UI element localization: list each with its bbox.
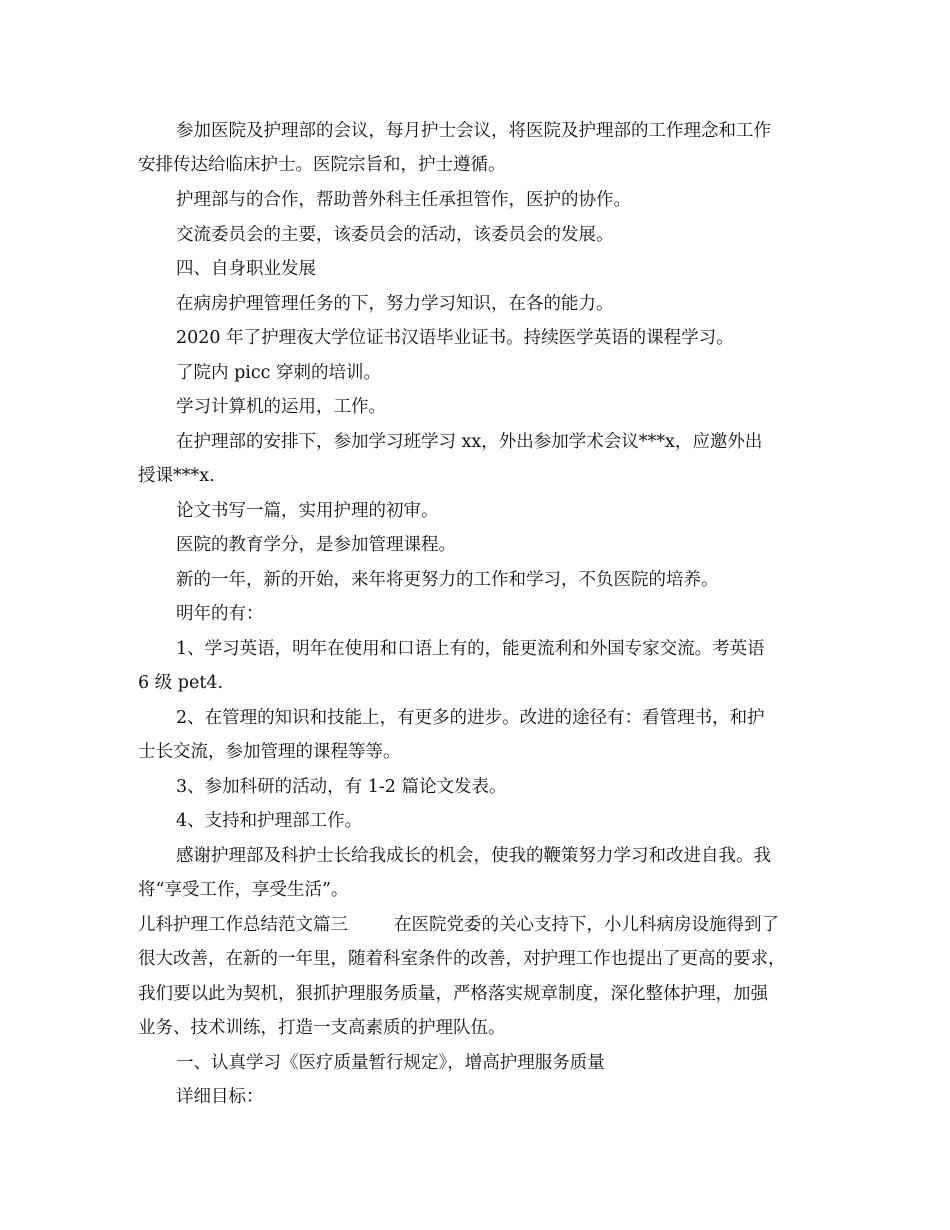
paragraph-line: 安排传达给临床护士。医院宗旨和，护士遵循。 [138, 155, 506, 175]
paragraph-line: 在病房护理管理任务的下，努力学习知识，在各的能力。 [176, 294, 614, 314]
section-title-line [138, 914, 828, 936]
paragraph-line: 学习计算机的运用，工作。 [176, 397, 386, 417]
paragraph-line: 新的一年，新的开始，来年将更努力的工作和学习，不负医院的培养。 [176, 570, 719, 590]
paragraph-line: 参加医院及护理部的会议，每月护士会议，将医院及护理部的工作理念和工作 [176, 121, 771, 141]
paragraph-line: 交流委员会的主要，该委员会的活动，该委员会的发展。 [176, 225, 614, 245]
section-title: 儿科护理工作总结范文篇三 [138, 915, 348, 935]
paragraph-line: 护理部与的合作，帮助普外科主任承担管作，医护的协作。 [176, 190, 631, 210]
list-item: 1、学习英语，明年在使用和口语上有的，能更流利和外国专家交流。考英语 [176, 639, 765, 659]
list-item: 3、参加科研的活动，有 1-2 篇论文发表。 [176, 777, 507, 797]
paragraph-line: 明年的有： [176, 604, 264, 624]
paragraph-line: 2020 年了护理夜大学位证书汉语毕业证书。持续医学英语的课程学习。 [176, 328, 734, 348]
paragraph-line: 我们要以此为契机，狠抓护理服务质量，严格落实规章制度，深化整体护理，加强 [138, 984, 768, 1004]
paragraph-line: 业务、技术训练，打造一支高素质的护理队伍。 [138, 1018, 506, 1038]
paragraph-line: 论文书写一篇，实用护理的初审。 [176, 501, 439, 521]
section-heading: 一、认真学习《医疗质量暂行规定》，增高护理服务质量 [176, 1053, 605, 1073]
paragraph-line: 详细目标： [176, 1087, 264, 1107]
section-heading: 四、自身职业发展 [176, 259, 316, 279]
list-item: 4、支持和护理部工作。 [176, 811, 363, 831]
list-item: 2、在管理的知识和技能上，有更多的进步。改进的途径有：看管理书，和护 [176, 708, 765, 728]
paragraph-line: 感谢护理部及科护士长给我成长的机会，使我的鞭策努力学习和改进自我。我 [176, 846, 771, 866]
paragraph-line: 了院内 picc 穿刺的培训。 [176, 363, 382, 383]
paragraph-line: 很大改善，在新的一年里，随着科室条件的改善，对护理工作也提出了更高的要求， [138, 949, 786, 969]
paragraph-line: 医院的教育学分，是参加管理课程。 [176, 535, 456, 555]
paragraph-line: 授课***x. [138, 466, 215, 486]
list-item-continuation: 6 级 pet4. [138, 673, 224, 693]
list-item-continuation: 士长交流，参加管理的课程等等。 [138, 742, 401, 762]
paragraph-line: 将“享受工作，享受生活”。 [138, 880, 349, 900]
paragraph-line: 在护理部的安排下，参加学习班学习 xx，外出参加学术会议***x，应邀外出 [176, 432, 763, 452]
paragraph-line: 在医院党委的关心支持下，小儿科病房设施得到了 [394, 915, 779, 935]
